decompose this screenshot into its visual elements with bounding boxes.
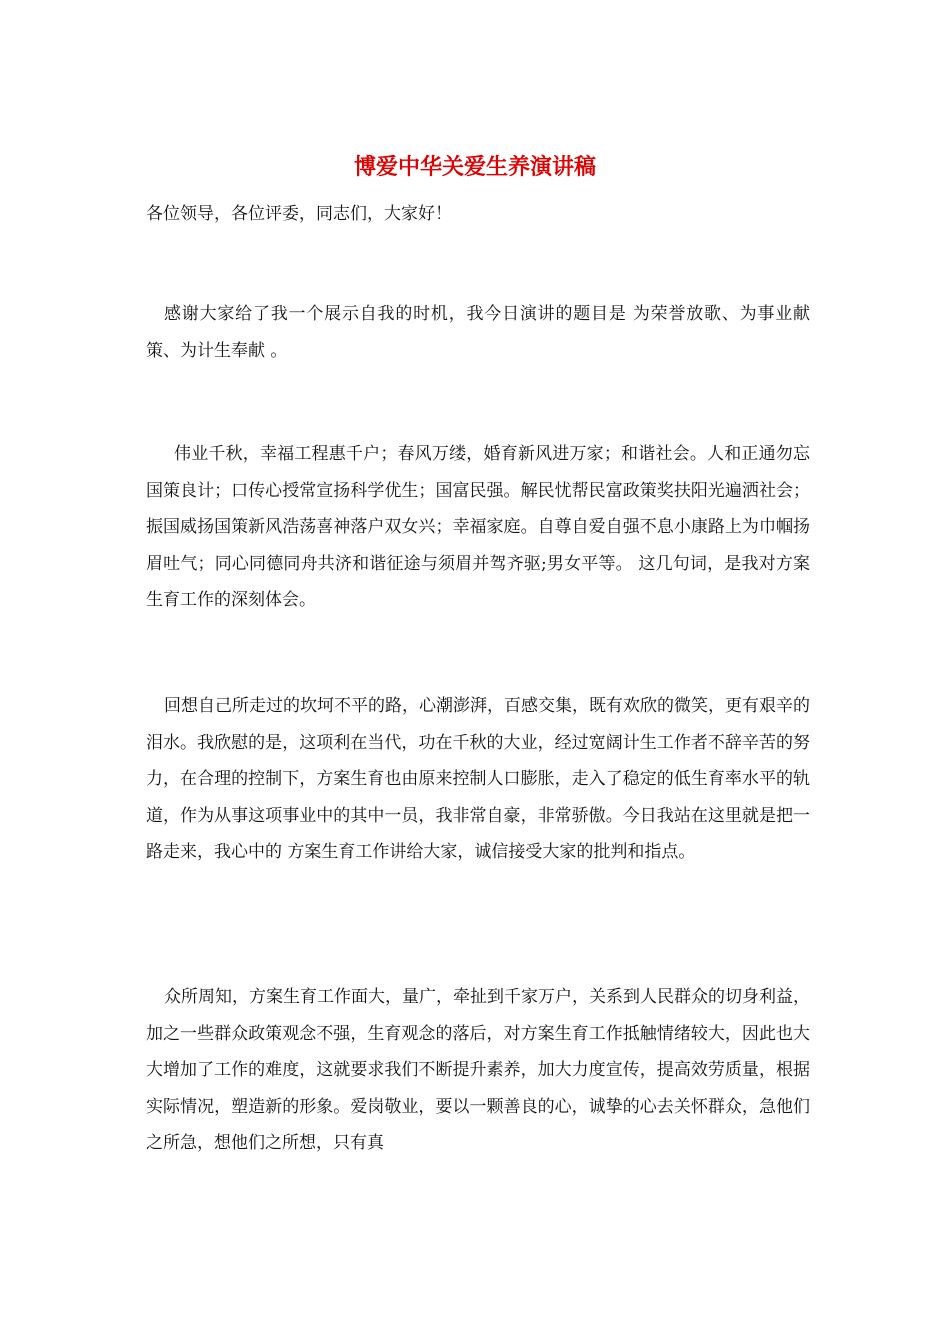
paragraph-4: 众所周知，方案生育工作面大，量广，牵扯到千家万户，关系到人民群众的切身利益，加之一些群众政策观念不强，生育观念的落后，对方案生育工作抵触情绪较大，因此也大大增加了工作的难度，这就要求我们不断提升素养，加大力度宣传，提高效劳质量，根据实际情况，塑造新的形象。爱岗敬业，要以一颗善良的心，诚挚的心去关怀群众，急他们之所急，想他们之所想，只有真 <box>146 987 810 1153</box>
paragraph-1: 感谢大家给了我一个展示自我的时机，我今日演讲的题目是 为荣誉放歌、为事业献策、为计生奉献 。 <box>146 304 810 361</box>
greeting-line: 各位领导，各位评委，同志们，大家好！ <box>146 204 452 224</box>
document-title: 博爱中华关爱生养演讲稿 <box>353 154 596 180</box>
paragraph-3: 回想自己所走过的坎坷不平的路，心潮澎湃，百感交集，既有欢欣的微笑，更有艰辛的泪水。我欣慰的是，这项利在当代，功在千秋的大业，经过宽阔计生工作者不辞辛苦的努力，在合理的控制下，方案生育也由原来控制人口膨胀，走入了稳定的低生育率水平的轨道，作为从事这项事业中的其中一员，我非常自豪，非常骄傲。今日我站在这里就是把一路走来，我心中的 方案生育工作讲给大家，诚信接受大家的批判和指点。 <box>146 696 810 862</box>
paragraph-2: 伟业千秋，幸福工程惠千户；春风万缕，婚育新风进万家；和谐社会。人和正通勿忘国策良计；口传心授常宣扬科学优生；国富民强。解民忧帮民富政策奖扶阳光遍洒社会；振国威扬国策新风浩荡喜神落户双女兴；幸福家庭。自尊自爱自强不息小康路上为巾帼扬眉吐气；同心同德同舟共济和谐征途与须眉并驾齐驱;男女平等。 这几句词，是我对方案生育工作的深刻体会。 <box>146 444 810 610</box>
